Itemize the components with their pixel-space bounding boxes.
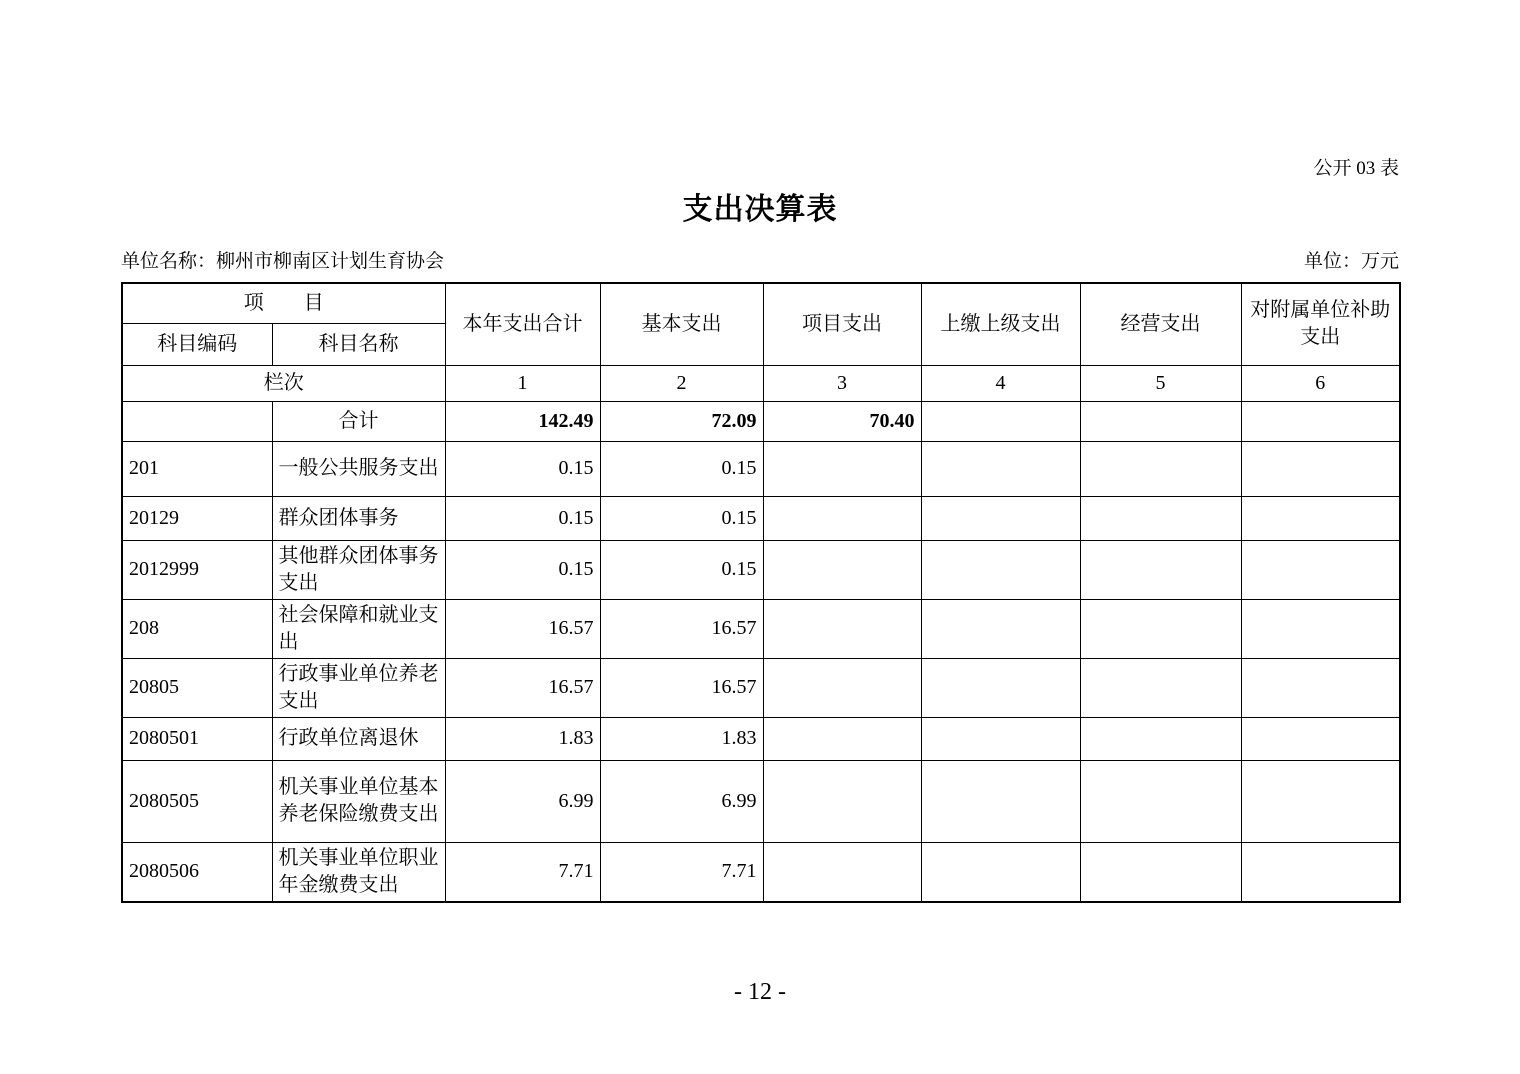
lanci-label: 栏次 xyxy=(122,365,445,401)
value-cell xyxy=(1080,496,1241,540)
subject-name: 一般公共服务支出 xyxy=(272,441,445,496)
value-cell xyxy=(921,760,1080,842)
subject-name: 机关事业单位基本养老保险缴费支出 xyxy=(272,760,445,842)
value-cell xyxy=(1241,441,1400,496)
col-number-5: 5 xyxy=(1080,365,1241,401)
value-cell xyxy=(1241,599,1400,658)
value-cell xyxy=(921,401,1080,441)
header-project: 项 目 xyxy=(122,283,445,323)
subject-name: 行政单位离退休 xyxy=(272,717,445,760)
value-cell: 0.15 xyxy=(445,441,600,496)
value-cell xyxy=(763,599,921,658)
value-cell xyxy=(921,441,1080,496)
value-cell: 0.15 xyxy=(600,540,763,599)
unit-name: 单位名称：柳州市柳南区计划生育协会 xyxy=(121,251,445,272)
doc-label: 公开 03 表 xyxy=(1313,158,1399,179)
table-row xyxy=(122,717,1400,760)
col-number-6: 6 xyxy=(1241,365,1400,401)
value-cell xyxy=(1241,842,1400,902)
subject-name: 行政事业单位养老支出 xyxy=(272,658,445,717)
value-cell: 16.57 xyxy=(445,658,600,717)
total-row xyxy=(122,401,1400,441)
header-basic-col: 基本支出 xyxy=(600,283,763,365)
value-cell xyxy=(763,658,921,717)
subject-code: 2080505 xyxy=(122,760,272,842)
subject-name: 群众团体事务 xyxy=(272,496,445,540)
table-row xyxy=(122,658,1400,717)
value-cell: 142.49 xyxy=(445,401,600,441)
value-cell: 1.83 xyxy=(445,717,600,760)
col-number-2: 2 xyxy=(600,365,763,401)
meta-row xyxy=(121,250,1399,274)
value-cell xyxy=(1080,441,1241,496)
header-subsidy-col: 对附属单位补助支出 xyxy=(1241,283,1400,365)
subject-name: 机关事业单位职业年金缴费支出 xyxy=(272,842,445,902)
header-operating-col: 经营支出 xyxy=(1080,283,1241,365)
value-cell: 7.71 xyxy=(445,842,600,902)
value-cell: 7.71 xyxy=(600,842,763,902)
table-row xyxy=(122,760,1400,842)
value-cell: 70.40 xyxy=(763,401,921,441)
col-number-1: 1 xyxy=(445,365,600,401)
value-cell xyxy=(921,599,1080,658)
header-row-1 xyxy=(122,283,1400,323)
value-cell: 16.57 xyxy=(600,658,763,717)
subject-code xyxy=(122,401,272,441)
value-cell xyxy=(1080,540,1241,599)
value-cell xyxy=(763,496,921,540)
col-number-3: 3 xyxy=(763,365,921,401)
subject-code: 201 xyxy=(122,441,272,496)
header-project-col: 项目支出 xyxy=(763,283,921,365)
header-subject-name: 科目名称 xyxy=(272,323,445,365)
value-cell xyxy=(763,540,921,599)
value-cell xyxy=(921,717,1080,760)
column-number-row xyxy=(122,365,1400,401)
value-cell xyxy=(1080,599,1241,658)
value-cell xyxy=(921,496,1080,540)
value-cell xyxy=(1080,401,1241,441)
subject-code: 2080506 xyxy=(122,842,272,902)
value-cell xyxy=(1241,540,1400,599)
value-cell xyxy=(1080,760,1241,842)
header-subject-code: 科目编码 xyxy=(122,323,272,365)
value-cell xyxy=(1080,842,1241,902)
page-title: 支出决算表 xyxy=(682,193,838,226)
value-cell xyxy=(763,760,921,842)
subject-code: 2080501 xyxy=(122,717,272,760)
value-cell xyxy=(763,717,921,760)
header-upper-col: 上缴上级支出 xyxy=(921,283,1080,365)
subject-name: 合计 xyxy=(272,401,445,441)
value-cell: 16.57 xyxy=(600,599,763,658)
value-cell: 1.83 xyxy=(600,717,763,760)
subject-name: 其他群众团体事务支出 xyxy=(272,540,445,599)
value-cell: 0.15 xyxy=(445,496,600,540)
document-page xyxy=(121,0,1399,1007)
value-cell xyxy=(1241,401,1400,441)
value-cell xyxy=(921,540,1080,599)
value-cell: 0.15 xyxy=(600,496,763,540)
value-cell xyxy=(1241,496,1400,540)
value-cell xyxy=(1080,658,1241,717)
header-total-col: 本年支出合计 xyxy=(445,283,600,365)
value-cell xyxy=(1241,717,1400,760)
value-cell xyxy=(1080,717,1241,760)
value-cell xyxy=(763,441,921,496)
value-cell xyxy=(1241,760,1400,842)
subject-code: 20129 xyxy=(122,496,272,540)
value-cell: 0.15 xyxy=(600,441,763,496)
value-cell: 72.09 xyxy=(600,401,763,441)
subject-code: 20805 xyxy=(122,658,272,717)
value-cell xyxy=(921,658,1080,717)
expenditure-table xyxy=(121,282,1401,903)
value-cell xyxy=(1241,658,1400,717)
subject-code: 208 xyxy=(122,599,272,658)
table-row xyxy=(122,599,1400,658)
table-row xyxy=(122,540,1400,599)
col-number-4: 4 xyxy=(921,365,1080,401)
page-number: - 12 - xyxy=(734,978,786,1005)
value-cell: 6.99 xyxy=(445,760,600,842)
table-row xyxy=(122,496,1400,540)
value-cell: 6.99 xyxy=(600,760,763,842)
unit-of-measure: 单位：万元 xyxy=(1303,251,1399,272)
subject-name: 社会保障和就业支出 xyxy=(272,599,445,658)
table-row xyxy=(122,441,1400,496)
table-row xyxy=(122,842,1400,902)
value-cell xyxy=(763,842,921,902)
value-cell xyxy=(921,842,1080,902)
value-cell: 16.57 xyxy=(445,599,600,658)
subject-code: 2012999 xyxy=(122,540,272,599)
value-cell: 0.15 xyxy=(445,540,600,599)
